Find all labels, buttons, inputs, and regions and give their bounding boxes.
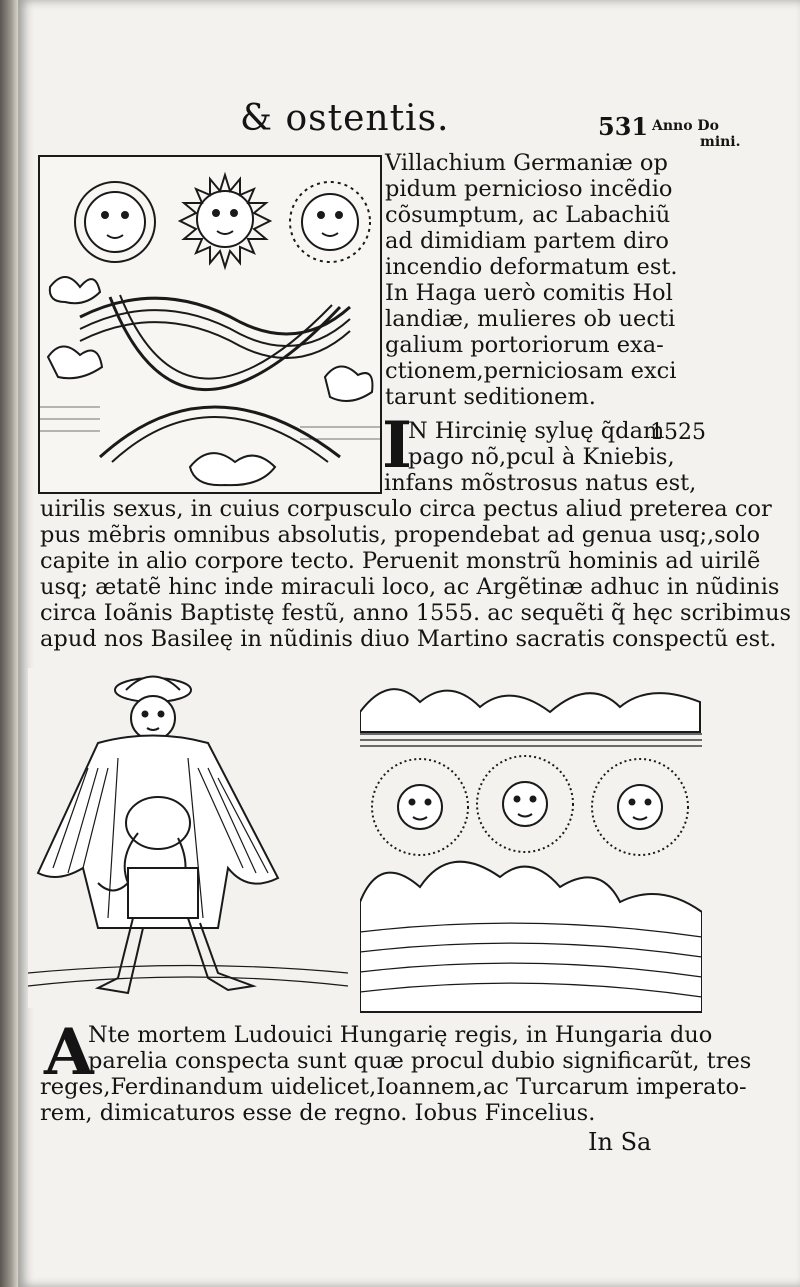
page-number: 531 (598, 112, 649, 141)
paragraph-hungaria (88, 1022, 751, 1074)
drop-capital-i: I (382, 408, 412, 483)
text-line: apud nos Basileę in nũdinis diuo Martino sacratis conspectũ est. (40, 626, 777, 652)
text-line: Villachium Germaniæ op (385, 150, 668, 176)
margin-year: 1525 (650, 420, 706, 445)
margin-note (652, 118, 742, 150)
text-line: ctionem,perniciosam exci (385, 358, 677, 384)
text-line: ad dimidiam partem diro (385, 228, 669, 254)
text-line: uirilis sexus, in cuius corpusculo circa pectus aliud preterea cor (40, 496, 772, 522)
paragraph-villachium (385, 150, 678, 410)
text-line: reges,Ferdinandum uidelicet,Ioannem,ac Turcarum imperato- (40, 1074, 747, 1100)
running-head: & ostentis. (240, 98, 450, 139)
text-line: Nte mortem Ludouici Hungarię regis, in Hungaria duo (88, 1022, 713, 1048)
text-line: infans mõstrosus natus est, (384, 470, 697, 496)
text-line: circa Ioãnis Baptistę festũ, anno 1555. ac sequẽti q̃ hęc scribimus (40, 600, 792, 626)
sun-icon (75, 182, 155, 262)
margin-note-line: Anno Do (652, 118, 719, 134)
margin-note-line: mini. (700, 134, 741, 150)
text-line: capite in alio corpore tecto. Peruenit monstrũ hominis ad uirilẽ (40, 548, 761, 574)
text-line: pidum pernicioso incẽdio (385, 176, 673, 202)
paragraph-hungaria-full (40, 1074, 747, 1126)
woodcut-three-suns-clouds (360, 672, 702, 1017)
text-line: pago nõ,pcul à Kniebis, (408, 444, 675, 470)
text-line: N Hircinię syluę q̃dam (408, 418, 665, 444)
text-line: incendio deformatum est. (385, 254, 678, 280)
text-line: parelia conspecta sunt quæ procul dubio significarũt, tres (88, 1048, 752, 1074)
paragraph-hircinia-narrow (384, 418, 697, 496)
catchword: In Sa (588, 1128, 652, 1156)
text-line: galium portoriorum exa- (385, 332, 664, 358)
text-line: In Haga uerò comitis Hol (385, 280, 673, 306)
woodcut-monstrous-man (28, 668, 348, 1008)
text-line: tarunt seditionem. (385, 384, 596, 410)
book-gutter (0, 0, 18, 1287)
drop-capital-a: A (44, 1015, 94, 1090)
text-line: rem, dimicaturos esse de regno. Iobus Fincelius. (40, 1100, 596, 1126)
text-line: usq; ætatẽ hinc inde miraculi loco, ac Argẽtinæ adhuc in nũdinis (40, 574, 780, 600)
text-line: cõsumptum, ac Labachiũ (385, 202, 671, 228)
woodcut-three-suns-rainbows (38, 155, 382, 494)
paragraph-hircinia-full (40, 496, 791, 652)
text-line: landiæ, mulieres ob uecti (385, 306, 676, 332)
text-line: pus mẽbris omnibus absolutis, propendebat ad genua usq;,solo (40, 522, 761, 548)
